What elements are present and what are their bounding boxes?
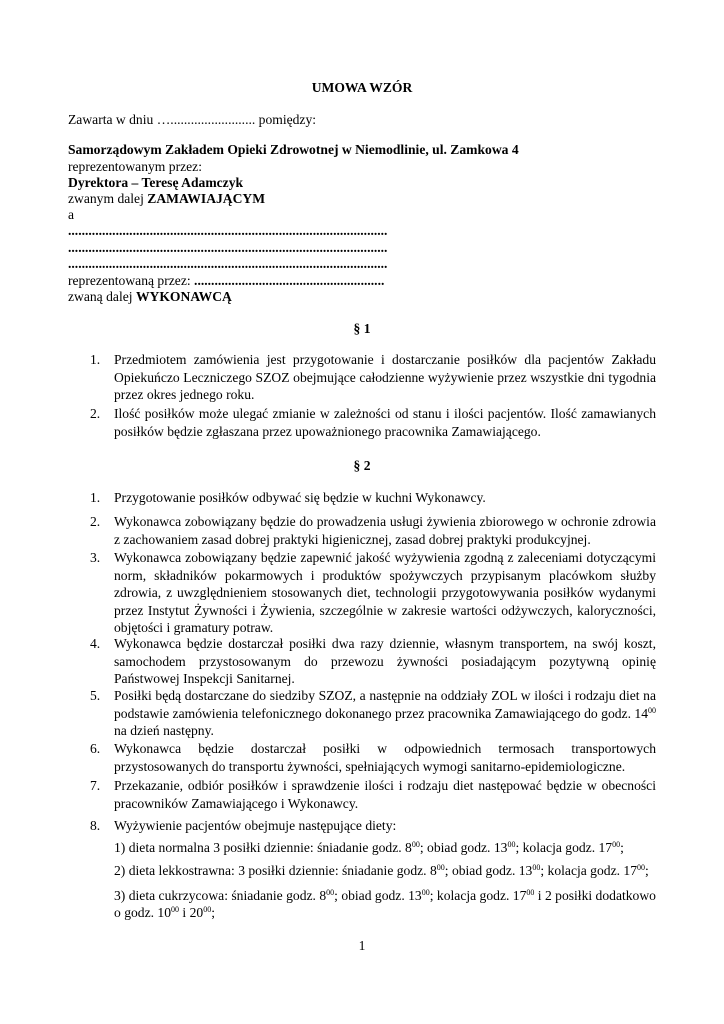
contract-date-line: Zawarta w dniu …......................... pomiędzy: <box>68 112 317 127</box>
and-conjunction: a <box>68 207 75 222</box>
party2-dots-line: .............................................................................................. <box>68 223 388 238</box>
diet-diabetic-continued: o godz. $10^{00}$ i $20^{00}$; <box>114 905 215 920</box>
party2-dots-line: .............................................................................................. <box>68 240 388 255</box>
party1-name: Samorządowym Zakładem Opieki Zdrowotnej w Niemodlinie, ul. Zamkowa 4 <box>68 142 519 157</box>
document-page: UMOWA WZÓR Zawarta w dniu …......................... pomiędzy: Samorządowym Zakładem Opieki Zdrowotnej w Niemodlinie, ul. Zamkowa 4 reprezentowanym przez: Dyrektora – Teresę Adamczyk zwanym dalej ZAMAWIAJĄCYM a .............................................................................................. .............................................................................................. .............................................................................................. reprezentowaną przez: ........................................................ zwaną dalej WYKONAWCĄ § 1 1. Przedmiotem zamówienia jest przygotowanie i dostarczanie posiłków dla pacjentów Zakładu Opiekuńczo Leczniczego SZOZ obejmujące całodzienne wyżywienie przez wszystkie dni tygodnia przez okres jednego roku. 2. Ilość posiłków może ulegać zmianie w zależności od stanu i ilości pacjentów. Ilość zamawianych posiłków będzie zgłaszana przez upoważnionego pracownika Zamawiającego. § 2 1. Przygotowanie posiłków odbywać się będzie w kuchni Wykonawcy. 2. Wykonawca zobowiązany będzie do prowadzenia usługi żywienia zbiorowego w ochronie zdrowia z zachowaniem zasad dobrej praktyki higienicznej, zasad dobrej praktyki produkcyjnej. 3. Wykonawca zobowiązany będzie zapewnić jakość wyżywienia zgodną z zaleceniami dotyczącymi norm, składników pokarmowych i produktów spożywczych przypisanym placówkom służby zdrowia, z uwzględnieniem stosowanych diet, technologii przygotowywania posiłków wydanymi przez Instytut Żywności i Żywienia, szczególnie w zakresie wartości odżywczych, kaloryczności, objętości i gramatury potraw. 4. Wykonawca będzie dostarczał posiłki dwa razy dziennie, własnym transportem, na swój koszt, samochodem przystosowanym do przewozu żywności posiadającym pozytywną opinię Państwowej Inspekcji Sanitarnej. 5. Posiłki będą dostarczane do siedziby SZOZ, a następnie na oddziały ZOL w ilości i rodzaju diet na podstawie zamówienia telefonicznego dokonanego przez pracownika Zamawiającego do godz. $14^{00}$ na dzień następny. 6. Wykonawca będzie dostarczał posiłki w odpowiednich termosach transportowych przystosowanych do transportu żywności, spełniających wymogi sanitarno-epidemiologiczne. 7. Przekazanie, odbiór posiłków i sprawdzenie ilości i rodzaju diet następować będzie w obecności pracowników Zamawiającego i Wykonawcy. 8. Wyżywienie pacjentów obejmuje następujące diety: 1) dieta normalna 3 posiłki dziennie: śniadanie godz. $8^{00}$; obiad godz. $13^{00}$; kolacja godz. $17^{00}$; 2) dieta lekkostrawna: 3 posiłki dziennie: śniadanie godz. $8^{00}$; obiad godz. $13^{00}$; kolacja godz. $17^{00}$; 3) dieta cukrzycowa: śniadanie godz. $8^{00}$; obiad godz. $13^{00}$; kolacja godz. $17^{00}$ i 2 posiłki dodatkowo o godz. $10^{00}$ i $20^{00}$; 1 <box>0 0 724 1024</box>
party2-represented: reprezentowaną przez: ........................................................ <box>68 273 385 288</box>
section-2-heading: § 2 <box>353 458 371 473</box>
document-title: UMOWA WZÓR <box>311 80 413 95</box>
party2-called: zwaną dalej WYKONAWCĄ <box>68 289 232 304</box>
party1-called: zwanym dalej ZAMAWIAJĄCYM <box>68 191 266 206</box>
party1-role: ZAMAWIAJĄCYM <box>147 191 266 206</box>
party2-role: WYKONAWCĄ <box>135 289 232 304</box>
section-1-heading: § 1 <box>353 321 371 336</box>
page-number: 1 <box>358 938 366 953</box>
diet-diabetic: 3) dieta cukrzycowa: śniadanie godz. $8^{00}$; obiad godz. $13^{00}$; kolacja godz. $17^{00}$ i 2 posiłki dodatkowo <box>114 888 656 903</box>
diet-normal: 1) dieta normalna 3 posiłki dziennie: śniadanie godz. $8^{00}$; obiad godz. $13^{00}$; kolacja godz. $17^{00}$; <box>114 840 624 855</box>
party2-dots-line: .............................................................................................. <box>68 256 388 271</box>
party1-director: Dyrektora – Teresę Adamczyk <box>68 175 244 190</box>
party1-represented-label: reprezentowanym przez: <box>68 159 202 174</box>
diet-light: 2) dieta lekkostrawna: 3 posiłki dziennie: śniadanie godz. $8^{00}$; obiad godz. $13^{00}$; kolacja godz. $17^{00}$; <box>114 863 649 878</box>
